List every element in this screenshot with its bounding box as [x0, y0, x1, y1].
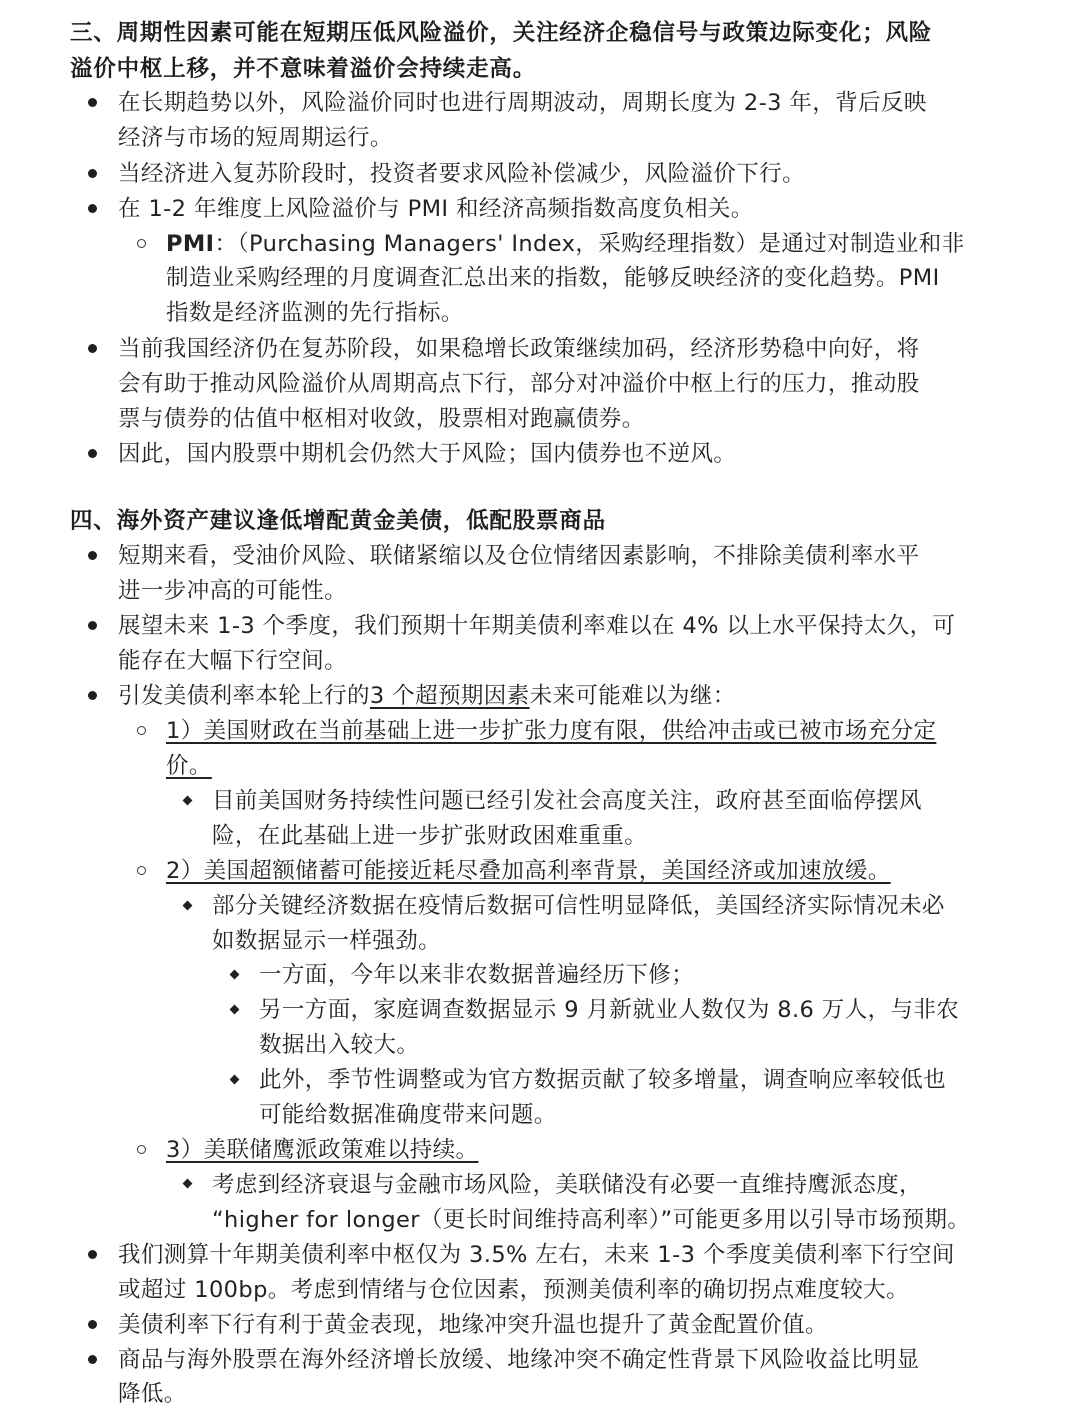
pmi-term: PMI: [166, 231, 215, 257]
s4-bullet6-line2: 降低。: [118, 1381, 187, 1407]
b3-post: 未来可能难以为继：: [529, 683, 736, 709]
bullet-icon: [88, 1320, 97, 1329]
diamond-bullet-icon: [183, 901, 193, 911]
s4-bullet2-line1: 展望未来 1-3 个季度，我们预期十年期美债利率难以在 4% 以上水平保持太久，可: [118, 613, 956, 639]
s4-bullet5: 美债利率下行有利于黄金表现，地缘冲突升温也提升了黄金配置价值。: [118, 1312, 828, 1338]
bullet-icon: [88, 204, 97, 213]
diamond-bullet-icon: [183, 796, 193, 806]
bullet-icon: [88, 1250, 97, 1259]
factor2-sub-line2: 如数据显示一样强劲。: [212, 928, 442, 954]
factor2-detail3-line2: 可能给数据准确度带来问题。: [259, 1102, 557, 1128]
bullet-icon: [88, 691, 97, 700]
s4-bullet2-line2: 能存在大幅下行空间。: [118, 648, 348, 674]
factor3-sub-line1: 考虑到经济衰退与金融市场风险，美联储没有必要一直维持鹰派态度，: [212, 1172, 922, 1198]
bullet-icon: [88, 551, 97, 560]
section4-heading: 四、海外资产建议逢低增配黄金美债，低配股票商品: [70, 508, 606, 534]
bullet-icon: [88, 621, 97, 630]
factor2-detail2-line1: 另一方面，家庭调查数据显示 9 月新就业人数仅为 8.6 万人，与非农: [259, 997, 960, 1023]
bullet-icon: [88, 344, 97, 353]
bullet-icon: [88, 449, 97, 458]
s3-pmi-line1: [166, 227, 965, 261]
factor1-sub-line1: 目前美国财务持续性问题已经引发社会高度关注，政府甚至面临停摆风: [212, 788, 922, 814]
bullet-icon: [88, 98, 97, 107]
s4-bullet4-line2: 或超过 100bp。考虑到情绪与仓位因素，预测美债利率的确切拐点难度较大。: [118, 1277, 909, 1303]
diamond-bullet-icon: [183, 1179, 193, 1189]
s3-pmi-line3: 指数是经济监测的先行指标。: [166, 300, 464, 326]
s3-bullet1-line1: 在长期趋势以外，风险溢价同时也进行周期波动，周期长度为 2-3 年，背后反映: [118, 90, 927, 116]
s3-bullet4-line2: 会有助于推动风险溢价从周期高点下行，部分对冲溢价中枢上行的压力，推动股: [118, 371, 920, 397]
b3-underlined: 3 个超预期因素: [369, 683, 530, 709]
s4-bullet6-line1: 商品与海外股票在海外经济增长放缓、地缘冲突不确定性背景下风险收益比明显: [118, 1347, 920, 1373]
s3-pmi-line2: 制造业采购经理的月度调查汇总出来的指数，能够反映经济的变化趋势。PMI: [166, 265, 940, 291]
section3-heading-line1: 三、周期性因素可能在短期压低风险溢价，关注经济企稳信号与政策边际变化；风险: [70, 20, 933, 46]
diamond-bullet-icon: [230, 1075, 240, 1085]
s3-bullet1-line2: 经济与市场的短周期运行。: [118, 125, 393, 151]
factor2-sub-line1: 部分关键经济数据在疫情后数据可信性明显降低，美国经济实际情况未必: [212, 893, 945, 919]
factor1-line2: 价。: [166, 753, 212, 779]
circle-bullet-icon: [137, 239, 146, 248]
factor2-line1: 2）美国超额储蓄可能接近耗尽叠加高利率背景，美国经济或加速放缓。: [166, 858, 891, 884]
circle-bullet-icon: [137, 866, 146, 875]
s4-bullet1-line2: 进一步冲高的可能性。: [118, 578, 348, 604]
factor3-line1: 3）美联储鹰派政策难以持续。: [166, 1137, 479, 1163]
s4-bullet1-line1: 短期来看，受油价风险、联储紧缩以及仓位情绪因素影响，不排除美债利率水平: [118, 543, 920, 569]
factor2-detail2-line2: 数据出入较大。: [259, 1032, 420, 1058]
s3-bullet4-line3: 票与债券的估值中枢相对收敛，股票相对跑赢债券。: [118, 406, 645, 432]
factor3-sub-line2: “higher for longer（更长时间维持高利率）”可能更多用以引导市场预期。: [212, 1207, 971, 1233]
section3-heading-line2: 溢价中枢上移，并不意味着溢价会持续走高。: [70, 56, 537, 82]
factor1-sub-line2: 险，在此基础上进一步扩张财政困难重重。: [212, 823, 648, 849]
pmi-definition: ：（Purchasing Managers' Index，采购经理指数）是通过对制造业和非: [214, 231, 965, 257]
bullet-icon: [88, 169, 97, 178]
s3-bullet2: 当经济进入复苏阶段时，投资者要求风险补偿减少，风险溢价下行。: [118, 161, 806, 187]
factor1-line1: 1）美国财政在当前基础上进一步扩张力度有限，供给冲击或已被市场充分定: [166, 718, 937, 744]
s3-bullet5: 因此，国内股票中期机会仍然大于风险；国内债券也不逆风。: [118, 441, 737, 467]
diamond-bullet-icon: [230, 1005, 240, 1015]
bullet-icon: [88, 1355, 97, 1364]
b3-pre: 引发美债利率本轮上行的: [118, 683, 370, 709]
s4-bullet4-line1: 我们测算十年期美债利率中枢仅为 3.5% 左右，未来 1-3 个季度美债利率下行空间: [118, 1242, 955, 1268]
circle-bullet-icon: [137, 1145, 146, 1154]
s3-bullet4-line1: 当前我国经济仍在复苏阶段，如果稳增长政策继续加码，经济形势稳中向好，将: [118, 336, 920, 362]
s3-bullet3: 在 1-2 年维度上风险溢价与 PMI 和经济高频指数高度负相关。: [118, 196, 754, 222]
s4-bullet3: [118, 679, 736, 713]
diamond-bullet-icon: [230, 970, 240, 980]
factor2-detail3-line1: 此外，季节性调整或为官方数据贡献了较多增量，调查响应率较低也: [259, 1067, 947, 1093]
factor2-detail1: 一方面，今年以来非农数据普遍经历下修；: [259, 962, 695, 988]
circle-bullet-icon: [137, 726, 146, 735]
